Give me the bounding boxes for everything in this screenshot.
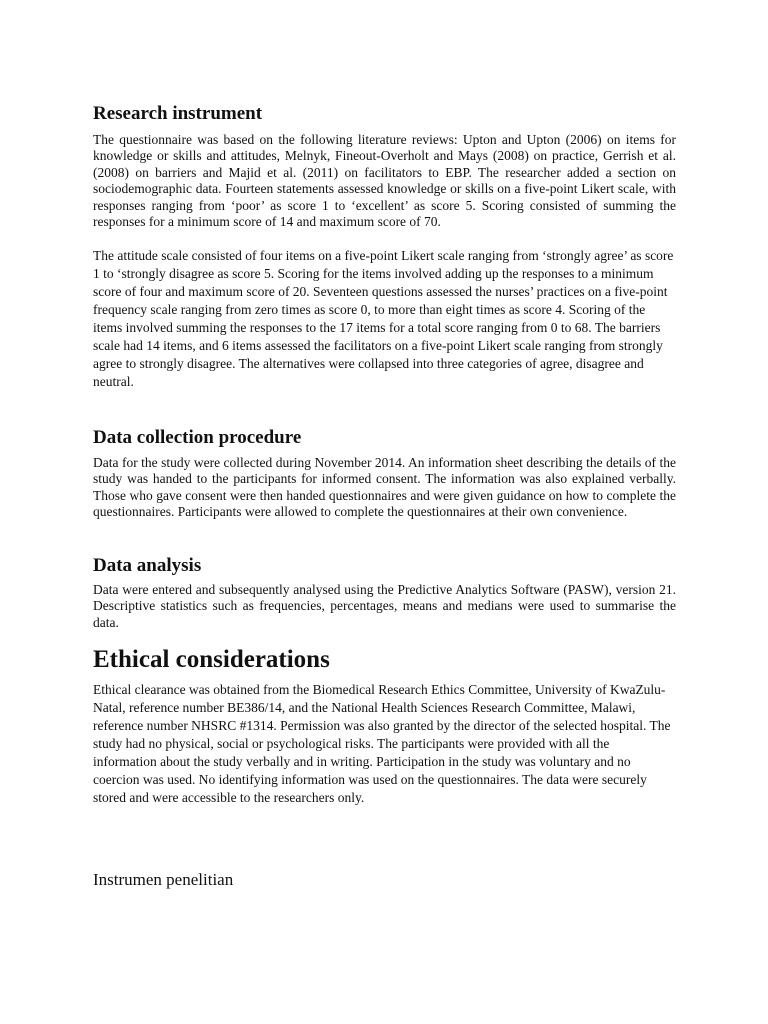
section-heading-data-analysis: Data analysis [93, 555, 202, 576]
section-heading-data-collection: Data collection procedure [93, 427, 302, 448]
paragraph-ethical-considerations: Ethical clearance was obtained from the Biomedical Research Ethics Committee, University of KwaZulu-Natal, reference number BE386/14, and the National Health Sciences Research Committee, Malawi, reference number NHSRC #1314. Permission was also granted by the director of the selected hospital. The study had no physical, social or psychological risks. The participants were provided with all the information about the study verbally and in writing. Participation in the study was voluntary and no coercion was used. No identifying information was used on the questionnaires. The data were securely stored and were accessible to the researchers only. [93, 682, 671, 805]
section-heading-instrumen-penelitian: Instrumen penelitian [93, 870, 234, 889]
section-heading-ethical-considerations: Ethical considerations [93, 646, 330, 673]
paragraph-data-collection: Data for the study were collected during November 2014. An information sheet describing the details of the study was handed to the participants for informed consent. The information was also explained verbally. Those who gave consent were then handed questionnaires and were given guidance on how to complete the questionnaires. Participants were allowed to complete the questionnaires at their own convenience. [93, 455, 676, 520]
paragraph-research-instrument-1: The questionnaire was based on the following literature reviews: Upton and Upton (2006) on items for knowledge or skills and attitudes, Melnyk, Fineout-Overholt and Mays (2008) on practice, Gerrish et al. (2008) on barriers and Majid et al. (2011) on facilitators to EBP. The researcher added a section on sociodemographic data. Fourteen statements assessed knowledge or skills on a five-point Likert scale, with responses ranging from ‘poor’ as score 1 to ‘excellent’ as score 5. Scoring consisted of summing the responses for a minimum score of 14 and maximum score of 70. [93, 132, 676, 230]
paragraph-data-analysis: Data were entered and subsequently analysed using the Predictive Analytics Software (PASW), version 21. Descriptive statistics such as frequencies, percentages, means and medians were used to summarise the data. [93, 582, 676, 630]
section-heading-research-instrument: Research instrument [93, 103, 263, 124]
paragraph-research-instrument-2: The attitude scale consisted of four items on a five-point Likert scale ranging from ‘strongly agree’ as score 1 to ‘strongly disagree as score 5. Scoring for the items involved adding up the responses to a minimum score of four and maximum score of 20. Seventeen questions assessed the nurses’ practices on a five-point frequency scale ranging from zero times as score 0, to more than eight times as score 4. Scoring of the items involved summing the responses to the 17 items for a total score ranging from 0 to 68. The barriers scale had 14 items, and 6 items assessed the facilitators on a five-point Likert scale ranging from strongly agree to strongly disagree. The alternatives were collapsed into three categories of agree, disagree and neutral. [93, 248, 674, 389]
